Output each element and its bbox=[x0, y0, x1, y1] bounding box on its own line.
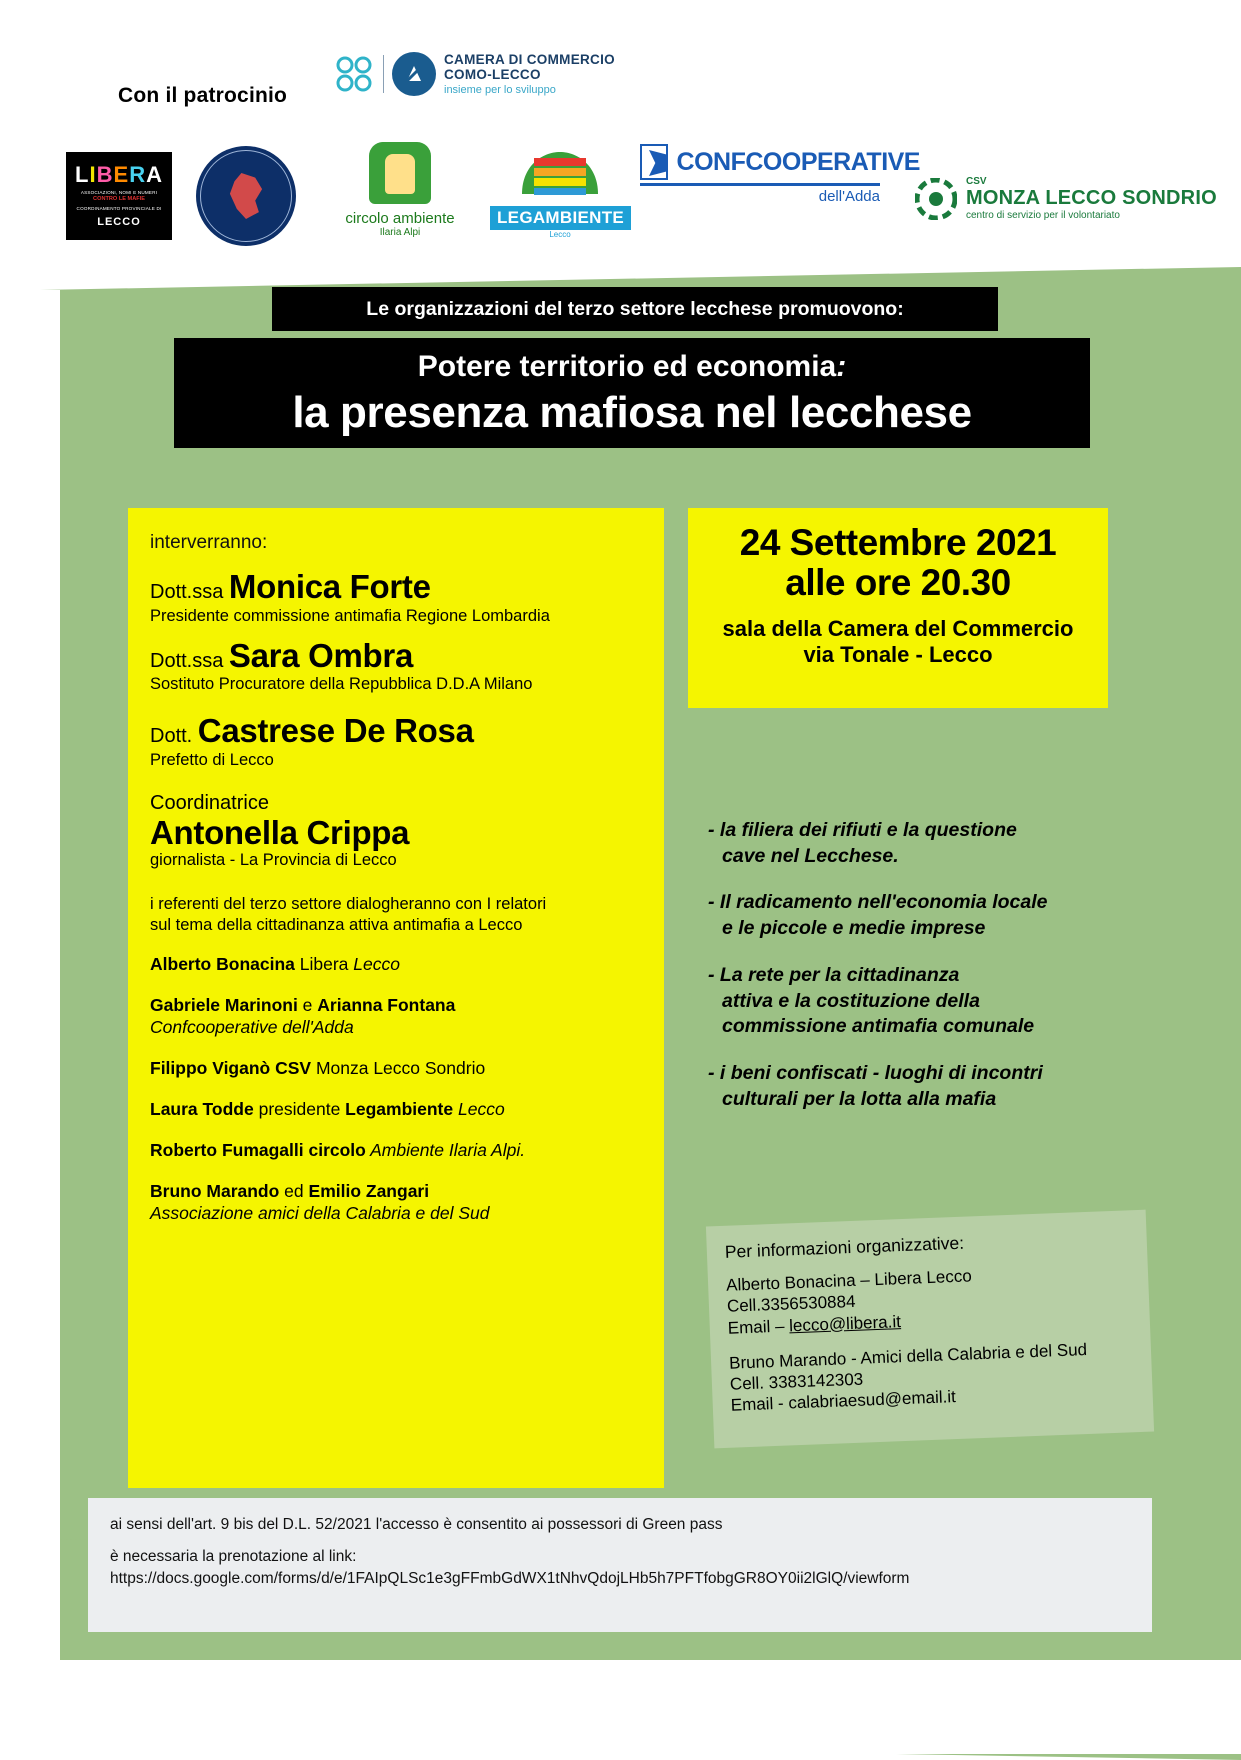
contact-name: Bruno Marando - Amici della Calabria e del Sud bbox=[728, 1339, 1088, 1373]
libera-wordmark: LIBERA bbox=[75, 161, 163, 187]
coordinator-label: Coordinatrice bbox=[150, 791, 269, 814]
date-panel bbox=[688, 508, 1108, 708]
contact-email-label: Email - bbox=[730, 1393, 789, 1415]
contact-name: Alberto Bonacina – Libera Lecco bbox=[725, 1266, 973, 1295]
event-time: alle ore 20.30 bbox=[785, 562, 1011, 603]
contact-info-title: Per informazioni organizzative: bbox=[724, 1232, 965, 1262]
referent-org: Ambiente Ilaria Alpi. bbox=[365, 1139, 526, 1160]
contact-email[interactable]: calabriaesud@email.it bbox=[788, 1387, 957, 1413]
topic-line1: - la filiera dei rifiuti e la questione bbox=[708, 819, 1017, 841]
sponsor-circolo-ambiente bbox=[330, 142, 470, 238]
speakers-panel bbox=[128, 508, 664, 1488]
coordinator-name: Antonella Crippa bbox=[150, 813, 410, 851]
contact-email-link[interactable]: lecco@libera.it bbox=[788, 1311, 902, 1335]
event-title-line1-text: Potere territorio ed economia bbox=[417, 350, 837, 383]
topic-item bbox=[708, 1061, 1148, 1112]
speaker-honorific: Dott.ssa bbox=[150, 581, 229, 603]
referent-item bbox=[150, 995, 642, 1039]
participation-note-line1: i referenti del terzo settore dialogheranno con I relatori bbox=[150, 895, 547, 914]
referent-name: Alberto Bonacina bbox=[150, 954, 295, 975]
event-title-banner bbox=[174, 338, 1090, 448]
csv-wordmark: MONZA LECCO SONDRIO bbox=[966, 187, 1217, 209]
sponsor-amici-calabria bbox=[196, 146, 296, 246]
background-white-left bbox=[0, 290, 60, 1670]
circolo-title: circolo ambiente bbox=[345, 210, 455, 227]
csv-small: CSV bbox=[966, 176, 987, 187]
background-white-bottom bbox=[0, 1660, 1241, 1754]
referent-conj: ed bbox=[279, 1180, 309, 1201]
sponsor-csv bbox=[915, 176, 1217, 221]
circolo-subtitle: Ilaria Alpi bbox=[379, 227, 421, 238]
legambiente-wordmark: LEGAMBIENTE bbox=[490, 206, 631, 230]
event-title-colon: : bbox=[836, 350, 847, 383]
green-pass-note: ai sensi dell'art. 9 bis del D.L. 52/2021 l'accesso è consentito ai possessori di Green pass bbox=[110, 1516, 723, 1533]
referent-org-line: Associazione amici della Calabria e del Sud bbox=[150, 1202, 490, 1223]
event-venue: sala della Camera del Commercio bbox=[722, 616, 1074, 641]
topic-line1: - La rete per la cittadinanza bbox=[708, 963, 960, 986]
referent-item bbox=[150, 1099, 642, 1121]
cdc-line2: COMO-LECCO bbox=[444, 67, 541, 83]
legambiente-subtitle: Lecco bbox=[549, 230, 571, 239]
logo-divider bbox=[383, 55, 384, 93]
libera-subtitle2: COORDINAMENTO PROVINCIALE DI bbox=[76, 205, 162, 211]
libera-subtitle-red: CONTRO LE MAFIE bbox=[93, 195, 145, 202]
camera-di-commercio-logo bbox=[333, 52, 615, 97]
referent-item bbox=[150, 1058, 642, 1080]
speaker-role: Presidente commissione antimafia Regione Lombardia bbox=[150, 606, 550, 625]
speaker-role: Sostituto Procuratore della Repubblica D.D.A Milano bbox=[150, 675, 533, 694]
event-title-line2: la presenza mafiosa nel lecchese bbox=[292, 388, 972, 437]
sponsor-legambiente bbox=[490, 146, 630, 239]
speaker-entry bbox=[150, 570, 642, 626]
topics-list bbox=[708, 818, 1148, 1134]
topic-item bbox=[708, 963, 1148, 1040]
cdc-line1: CAMERA DI COMMERCIO bbox=[444, 52, 615, 67]
sponsor-libera-lecco bbox=[66, 152, 172, 240]
referent-role: presidente bbox=[253, 1098, 346, 1119]
confcooperative-rule bbox=[640, 183, 880, 186]
booking-label: è necessaria la prenotazione al link: bbox=[110, 1548, 357, 1565]
footer-notes bbox=[88, 1498, 1152, 1632]
referent-name: Filippo Viganò CSV bbox=[150, 1058, 312, 1079]
referent-name: Bruno Marando bbox=[150, 1180, 280, 1201]
contact-info-box bbox=[706, 1210, 1154, 1449]
contact-email-label: Email – bbox=[727, 1315, 790, 1338]
topic-item bbox=[708, 818, 1148, 869]
cdc-badge-icon bbox=[392, 52, 436, 96]
topic-line1: - i beni confiscati - luoghi di incontri bbox=[708, 1062, 1043, 1085]
speaker-entry bbox=[150, 636, 642, 695]
referent-name: Gabriele Marinoni bbox=[150, 995, 298, 1016]
topic-item bbox=[708, 890, 1148, 941]
speaker-role: Prefetto di Lecco bbox=[150, 750, 274, 769]
referent-name: Laura Todde bbox=[150, 1098, 254, 1119]
patronage-label: Con il patrocinio bbox=[118, 84, 288, 107]
speakers-intro: interverranno: bbox=[150, 532, 268, 553]
referent-org: Monza Lecco Sondrio bbox=[311, 1058, 486, 1079]
participation-note-line2: sul tema della cittadinanza attiva antimafia a Lecco bbox=[150, 915, 523, 934]
event-address: via Tonale - Lecco bbox=[803, 642, 993, 667]
booking-url[interactable]: https://docs.google.com/forms/d/e/1FAIpQLSc1e3gFFmbGdWX1tNhvQdojLHb5h7PFTfobgGR8OY0ii2lGlQ/viewform bbox=[110, 1570, 910, 1587]
referent-name-2: Emilio Zangari bbox=[308, 1180, 430, 1201]
referent-city: Lecco bbox=[353, 954, 400, 975]
confcooperative-subtitle: dell'Adda bbox=[818, 188, 880, 205]
referent-conj: e bbox=[297, 995, 318, 1016]
speaker-honorific: Dott. bbox=[150, 725, 198, 748]
referent-name-2: Arianna Fontana bbox=[317, 995, 456, 1016]
speaker-name: Monica Forte bbox=[228, 568, 431, 605]
knot-icon bbox=[333, 53, 375, 95]
contact-entry bbox=[726, 1259, 1132, 1338]
event-date: 24 Settembre 2021 bbox=[739, 522, 1057, 563]
speaker-name: Castrese De Rosa bbox=[197, 712, 474, 750]
confcooperative-icon bbox=[640, 144, 668, 180]
speaker-name: Sara Ombra bbox=[228, 636, 414, 674]
contact-phone: Cell.3356530884 bbox=[726, 1292, 856, 1317]
referent-org: Legambiente bbox=[345, 1098, 454, 1119]
topic-line3: commissione antimafia comunale bbox=[722, 1015, 1035, 1038]
referent-item bbox=[150, 954, 642, 976]
referent-city: Lecco bbox=[453, 1098, 505, 1119]
referent-item bbox=[150, 1140, 642, 1162]
contact-phone: Cell. 3383142303 bbox=[729, 1369, 864, 1394]
speaker-honorific: Dott.ssa bbox=[150, 649, 229, 672]
speaker-entry bbox=[150, 714, 642, 770]
cdc-tagline: insieme per lo sviluppo bbox=[444, 84, 556, 97]
referent-org-line: Confcooperative dell'Adda bbox=[150, 1017, 354, 1038]
topic-line1: - Il radicamento nell'economia locale bbox=[708, 891, 1048, 914]
libera-city: LECCO bbox=[97, 216, 141, 229]
event-title-line1 bbox=[174, 350, 1090, 384]
referent-name: Roberto Fumagalli circolo bbox=[150, 1139, 366, 1160]
topic-line2: culturali per la lotta alla mafia bbox=[722, 1087, 997, 1110]
topic-line2: cave nel Lecchese. bbox=[722, 844, 899, 867]
sponsor-header bbox=[0, 0, 1241, 290]
sponsor-confcooperative bbox=[640, 144, 920, 205]
topic-line2: e le piccole e medie imprese bbox=[722, 917, 986, 940]
referent-item bbox=[150, 1181, 642, 1225]
coordinator-role: giornalista - La Provincia di Lecco bbox=[150, 851, 397, 870]
contact-entry bbox=[729, 1337, 1135, 1416]
legambiente-icon bbox=[512, 146, 608, 202]
promoters-banner: Le organizzazioni del terzo settore lecchese promuovono: bbox=[272, 287, 998, 331]
participation-note bbox=[150, 894, 642, 935]
topic-line2: attiva e la costituzione della bbox=[722, 989, 980, 1012]
libera-subtitle: ASSOCIAZIONI, NOMI E NUMERI bbox=[80, 189, 158, 195]
referent-org: Libera bbox=[294, 954, 354, 975]
tree-hand-icon bbox=[369, 142, 431, 204]
csv-subtitle: centro di servizio per il volontariato bbox=[966, 210, 1120, 221]
confcooperative-wordmark: CONFCOOPERATIVE bbox=[676, 147, 920, 176]
csv-icon bbox=[915, 178, 957, 220]
